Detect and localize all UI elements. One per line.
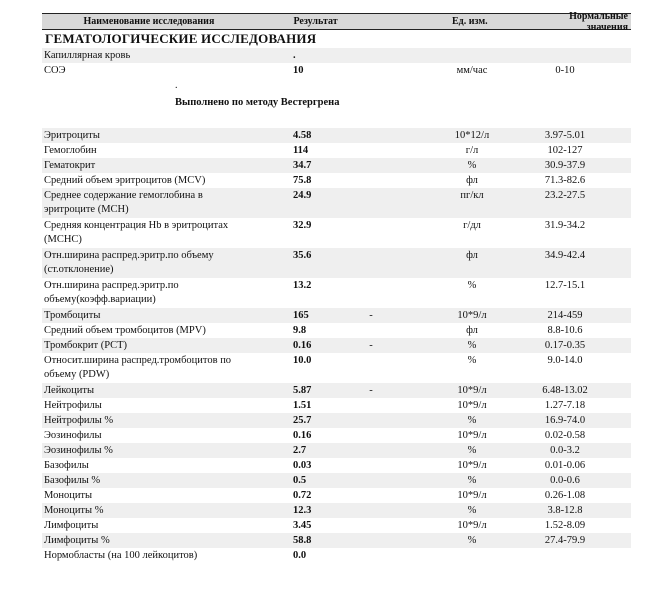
header-result: Результат (293, 16, 338, 27)
result-value: 0.03 (293, 460, 312, 471)
sample-name: Капиллярная кровь (44, 50, 131, 61)
result-unit: 10*9/л (457, 520, 487, 531)
result-unit: % (467, 505, 477, 516)
esr-name: СОЭ (44, 65, 66, 76)
table-row (42, 533, 631, 548)
result-norm: 34.9-42.4 (544, 250, 586, 261)
result-flag: - (369, 385, 373, 396)
result-value: 0.72 (293, 490, 312, 501)
result-norm: 31.9-34.2 (544, 220, 586, 231)
result-unit: % (467, 280, 477, 291)
result-value: 35.6 (293, 250, 312, 261)
result-norm: 0.17-0.35 (544, 340, 586, 351)
result-norm: 214-459 (547, 310, 583, 321)
table-row (42, 458, 631, 473)
table-row (42, 173, 631, 188)
result-value: 2.7 (293, 445, 307, 456)
result-unit: % (467, 415, 477, 426)
result-unit: % (467, 340, 477, 351)
result-unit: фл (466, 325, 478, 336)
table-row (42, 188, 631, 218)
result-value: 0.0 (293, 550, 307, 561)
result-name: Лейкоциты (44, 385, 95, 396)
result-norm: 0.01-0.06 (544, 460, 586, 471)
result-name: Средний объем эритроцитов (MCV) (44, 175, 206, 186)
result-norm: 12.7-15.1 (544, 280, 586, 291)
results-table (42, 128, 631, 563)
table-row (42, 218, 631, 248)
header-norm: Нормальные значения (569, 10, 628, 33)
result-name: Средний объем тромбоцитов (MPV) (44, 325, 206, 336)
result-unit: % (467, 445, 477, 456)
result-norm: 8.8-10.6 (547, 325, 583, 336)
result-unit: г/дл (463, 220, 481, 231)
result-norm: 0.02-0.58 (544, 430, 586, 441)
esr-row (42, 63, 631, 78)
table-row (42, 383, 631, 398)
result-value: 24.9 (293, 190, 312, 201)
result-name: Среднее содержание гемоглобина в эритроците (MCH) (44, 190, 203, 215)
note-dot: . (175, 80, 178, 91)
result-name: Нейтрофилы (44, 400, 102, 411)
result-norm: 27.4-79.9 (544, 535, 586, 546)
result-value: 0.5 (293, 475, 307, 486)
table-row (42, 248, 631, 278)
result-unit: фл (466, 250, 478, 261)
result-norm: 0.0-0.6 (550, 475, 580, 486)
result-unit: пг/кл (460, 190, 484, 201)
table-row (42, 128, 631, 143)
result-name: Эозинофилы % (44, 445, 113, 456)
result-name: Эозинофилы (44, 430, 102, 441)
result-name: Средняя концентрация Hb в эритроцитах (MCHC) (44, 220, 229, 245)
sample-row (42, 48, 631, 63)
result-value: 58.8 (293, 535, 312, 546)
result-unit: % (467, 475, 477, 486)
result-value: 13.2 (293, 280, 312, 291)
result-norm: 23.2-27.5 (544, 190, 586, 201)
table-row (42, 353, 631, 383)
result-norm: 3.97-5.01 (544, 130, 586, 141)
result-value: 75.8 (293, 175, 312, 186)
result-name: Эритроциты (44, 130, 100, 141)
table-row (42, 428, 631, 443)
table-header (42, 10, 631, 33)
result-name: Отн.ширина распред.эритр.по объему(коэфф.вариации) (44, 280, 179, 305)
result-value: 0.16 (293, 340, 312, 351)
result-norm: 102-127 (547, 145, 583, 156)
result-name: Отн.ширина распред.эритр.по объему (ст.отклонение) (44, 250, 214, 275)
result-name: Тромбоциты (44, 310, 101, 321)
result-name: Лимфоциты (44, 520, 99, 531)
result-name: Лимфоциты % (44, 535, 110, 546)
result-unit: фл (466, 175, 478, 186)
result-name: Моноциты (44, 490, 93, 501)
result-name: Моноциты % (44, 505, 104, 516)
result-norm: 16.9-74.0 (544, 415, 586, 426)
result-value: 3.45 (293, 520, 312, 531)
result-value: 9.8 (293, 325, 307, 336)
result-norm: 71.3-82.6 (544, 175, 586, 186)
result-name: Нейтрофилы % (44, 415, 114, 426)
result-norm: 9.0-14.0 (547, 355, 583, 366)
result-value: 32.9 (293, 220, 312, 231)
result-unit: 10*9/л (457, 460, 487, 471)
result-norm: 1.52-8.09 (544, 520, 586, 531)
result-value: 34.7 (293, 160, 312, 171)
table-row (42, 158, 631, 173)
result-unit: 10*9/л (457, 490, 487, 501)
table-row (42, 413, 631, 428)
result-value: 12.3 (293, 505, 312, 516)
result-name: Базофилы (44, 460, 89, 471)
result-norm: 6.48-13.02 (542, 385, 588, 396)
result-value: 1.51 (293, 400, 312, 411)
table-row (42, 338, 631, 353)
result-name: Нормобласты (на 100 лейкоцитов) (44, 550, 198, 561)
result-flag: - (369, 340, 373, 351)
table-row (42, 278, 631, 308)
result-name: Гемоглобин (44, 145, 97, 156)
result-norm: 0.26-1.08 (544, 490, 586, 501)
header-name: Наименование исследования (83, 16, 215, 27)
result-value: 165 (293, 310, 309, 321)
result-name: Гематокрит (44, 160, 96, 171)
lab-report (42, 10, 631, 563)
result-name: Тромбокрит (PCT) (44, 340, 127, 351)
table-row (42, 323, 631, 338)
method-note (42, 78, 631, 128)
method-text: Выполнено по методу Вестергрена (175, 97, 340, 108)
result-norm: 3.8-12.8 (547, 505, 583, 516)
result-unit: % (467, 535, 477, 546)
result-unit: г/л (465, 145, 479, 156)
result-flag: - (369, 310, 373, 321)
result-value: 25.7 (293, 415, 312, 426)
table-row (42, 488, 631, 503)
result-unit: 10*12/л (454, 130, 490, 141)
table-row (42, 143, 631, 158)
result-value: 10.0 (293, 355, 312, 366)
table-row (42, 548, 631, 563)
section-title: ГЕМАТОЛОГИЧЕСКИЕ ИССЛЕДОВАНИЯ (45, 31, 317, 46)
table-row (42, 473, 631, 488)
result-unit: 10*9/л (457, 310, 487, 321)
result-value: 5.87 (293, 385, 312, 396)
result-name: Относит.ширина распред.тромбоцитов по объему (PDW) (44, 355, 232, 380)
result-unit: 10*9/л (457, 430, 487, 441)
table-row (42, 518, 631, 533)
esr-norm: 0-10 (555, 65, 575, 76)
result-unit: 10*9/л (457, 400, 487, 411)
table-row (42, 503, 631, 518)
result-unit: % (467, 355, 477, 366)
table-row (42, 308, 631, 323)
table-row (42, 398, 631, 413)
table-row (42, 443, 631, 458)
result-value: 114 (293, 145, 309, 156)
result-norm: 30.9-37.9 (544, 160, 586, 171)
result-norm: 0.0-3.2 (550, 445, 580, 456)
header-unit: Ед. изм. (451, 16, 488, 27)
sample-result: . (293, 50, 296, 61)
result-value: 0.16 (293, 430, 312, 441)
esr-unit: мм/час (456, 65, 488, 76)
result-norm: 1.27-7.18 (544, 400, 586, 411)
result-unit: % (467, 160, 477, 171)
result-value: 4.58 (293, 130, 312, 141)
esr-result: 10 (293, 65, 304, 76)
result-unit: 10*9/л (457, 385, 487, 396)
result-name: Базофилы % (44, 475, 101, 486)
